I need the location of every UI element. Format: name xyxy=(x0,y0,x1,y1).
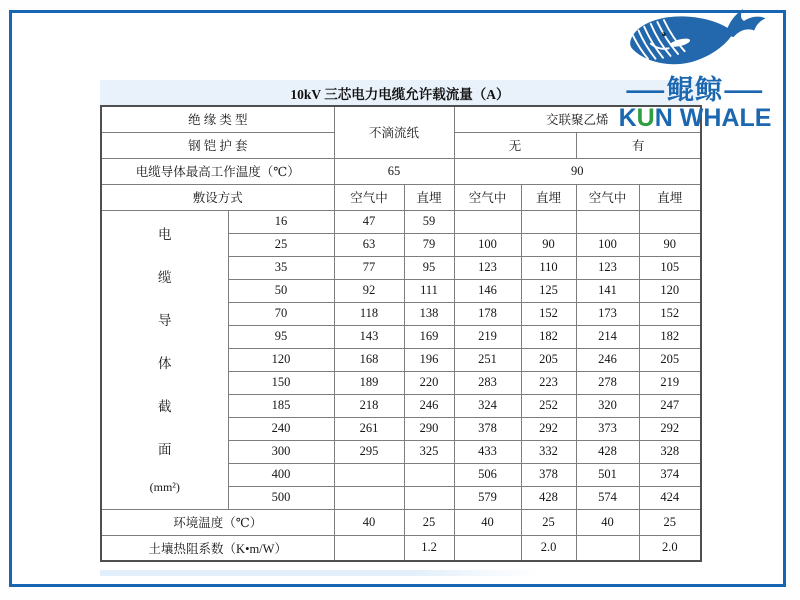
table-body xyxy=(101,210,701,509)
table-bottom-accent xyxy=(100,570,540,576)
value-cell: 79 xyxy=(404,233,454,256)
size-cell: 25 xyxy=(228,233,334,256)
value-cell: 214 xyxy=(576,325,639,348)
value-cell: 378 xyxy=(454,417,521,440)
logo-right-dash: — xyxy=(724,75,764,105)
logo-left-dash: — xyxy=(626,75,666,105)
value-cell: 25 xyxy=(521,509,576,535)
value-cell: 146 xyxy=(454,279,521,302)
armor-with-cell: 有 xyxy=(576,132,701,158)
value-cell: 123 xyxy=(454,256,521,279)
value-cell: 143 xyxy=(334,325,404,348)
size-cell: 400 xyxy=(228,463,334,486)
laying-col-header: 直埋 xyxy=(639,184,701,210)
value-cell: 205 xyxy=(521,348,576,371)
value-cell: 252 xyxy=(521,394,576,417)
value-cell: 125 xyxy=(521,279,576,302)
category-char: 面 xyxy=(158,441,172,457)
value-cell: 182 xyxy=(639,325,701,348)
value-cell xyxy=(576,210,639,233)
value-cell: 219 xyxy=(454,325,521,348)
value-cell: 168 xyxy=(334,348,404,371)
value-cell: 152 xyxy=(639,302,701,325)
soil-thermal-row xyxy=(101,535,701,561)
value-cell: 2.0 xyxy=(521,535,576,561)
value-cell: 182 xyxy=(521,325,576,348)
value-cell: 218 xyxy=(334,394,404,417)
size-cell: 185 xyxy=(228,394,334,417)
laying-col-header: 直埋 xyxy=(404,184,454,210)
size-cell: 300 xyxy=(228,440,334,463)
size-cell: 120 xyxy=(228,348,334,371)
value-cell xyxy=(334,535,404,561)
value-cell: 261 xyxy=(334,417,404,440)
value-cell: 178 xyxy=(454,302,521,325)
size-cell: 70 xyxy=(228,302,334,325)
value-cell: 292 xyxy=(521,417,576,440)
value-cell: 40 xyxy=(334,509,404,535)
value-cell xyxy=(454,535,521,561)
laying-col-header: 直埋 xyxy=(521,184,576,210)
category-char: 截 xyxy=(158,398,172,414)
value-cell: 110 xyxy=(521,256,576,279)
value-cell: 295 xyxy=(334,440,404,463)
logo-en-rest: N WHALE xyxy=(654,104,772,132)
size-cell: 35 xyxy=(228,256,334,279)
value-cell xyxy=(404,486,454,509)
category-char: 体 xyxy=(158,355,172,371)
conductor-section-category xyxy=(101,210,228,509)
value-cell: 278 xyxy=(576,371,639,394)
value-cell xyxy=(454,210,521,233)
value-cell: 123 xyxy=(576,256,639,279)
value-cell: 424 xyxy=(639,486,701,509)
value-cell: 220 xyxy=(404,371,454,394)
xlpe-insulation-cell: 交联聚乙烯 xyxy=(454,106,701,132)
value-cell: 251 xyxy=(454,348,521,371)
value-cell: 219 xyxy=(639,371,701,394)
table-row xyxy=(101,210,701,233)
table-foot xyxy=(101,509,701,561)
category-char: 导 xyxy=(158,313,172,329)
value-cell: 100 xyxy=(454,233,521,256)
whale-icon xyxy=(615,6,775,70)
value-cell: 1.2 xyxy=(404,535,454,561)
armor-without-cell: 无 xyxy=(454,132,576,158)
kun-whale-logo xyxy=(597,6,793,131)
size-cell: 500 xyxy=(228,486,334,509)
value-cell: 247 xyxy=(639,394,701,417)
value-cell: 196 xyxy=(404,348,454,371)
size-cell: 50 xyxy=(228,279,334,302)
value-cell: 90 xyxy=(639,233,701,256)
category-char: 电 xyxy=(158,227,172,243)
value-cell: 189 xyxy=(334,371,404,394)
value-cell: 428 xyxy=(576,440,639,463)
steel-armor-label: 钢 铠 护 套 xyxy=(101,132,334,158)
value-cell: 324 xyxy=(454,394,521,417)
value-cell: 118 xyxy=(334,302,404,325)
laying-col-header: 空气中 xyxy=(334,184,404,210)
value-cell: 579 xyxy=(454,486,521,509)
size-cell: 150 xyxy=(228,371,334,394)
value-cell: 205 xyxy=(639,348,701,371)
value-cell: 374 xyxy=(639,463,701,486)
laying-method-label: 敷设方式 xyxy=(101,184,334,210)
value-cell: 25 xyxy=(639,509,701,535)
size-cell: 240 xyxy=(228,417,334,440)
value-cell: 292 xyxy=(639,417,701,440)
value-cell: 433 xyxy=(454,440,521,463)
value-cell: 111 xyxy=(404,279,454,302)
value-cell xyxy=(521,210,576,233)
value-cell: 378 xyxy=(521,463,576,486)
logo-en-u: U xyxy=(636,104,655,132)
value-cell: 138 xyxy=(404,302,454,325)
logo-en-k: K xyxy=(618,104,637,132)
value-cell: 40 xyxy=(576,509,639,535)
laying-col-header: 空气中 xyxy=(454,184,521,210)
paper-insulation-cell: 不滴流纸 xyxy=(334,106,454,158)
soil-thermal-label: 土壤热阻系数（K•m/W） xyxy=(101,535,334,561)
value-cell: 173 xyxy=(576,302,639,325)
logo-english-name xyxy=(597,105,793,131)
temp-65-cell: 65 xyxy=(334,158,454,184)
table-title: 10kV 三芯电力电缆允许载流量（A） xyxy=(100,80,700,105)
logo-cn-text: 鲲鲸 xyxy=(667,75,723,105)
temp-90-cell: 90 xyxy=(454,158,701,184)
value-cell: 501 xyxy=(576,463,639,486)
header-row-laying xyxy=(101,184,701,210)
size-cell: 95 xyxy=(228,325,334,348)
value-cell: 320 xyxy=(576,394,639,417)
value-cell xyxy=(639,210,701,233)
value-cell: 283 xyxy=(454,371,521,394)
value-cell: 290 xyxy=(404,417,454,440)
value-cell: 169 xyxy=(404,325,454,348)
value-cell: 223 xyxy=(521,371,576,394)
value-cell: 105 xyxy=(639,256,701,279)
value-cell: 90 xyxy=(521,233,576,256)
value-cell: 574 xyxy=(576,486,639,509)
current-capacity-table xyxy=(100,105,702,562)
value-cell xyxy=(334,486,404,509)
ambient-temp-label: 环境温度（℃） xyxy=(101,509,334,535)
size-cell: 16 xyxy=(228,210,334,233)
value-cell: 92 xyxy=(334,279,404,302)
insulation-type-label: 绝 缘 类 型 xyxy=(101,106,334,132)
value-cell: 63 xyxy=(334,233,404,256)
value-cell: 77 xyxy=(334,256,404,279)
header-row-temperature xyxy=(101,158,701,184)
value-cell: 141 xyxy=(576,279,639,302)
value-cell: 373 xyxy=(576,417,639,440)
value-cell: 120 xyxy=(639,279,701,302)
value-cell xyxy=(576,535,639,561)
value-cell: 40 xyxy=(454,509,521,535)
value-cell: 59 xyxy=(404,210,454,233)
ambient-temp-row xyxy=(101,509,701,535)
value-cell: 95 xyxy=(404,256,454,279)
laying-col-header: 空气中 xyxy=(576,184,639,210)
value-cell xyxy=(404,463,454,486)
value-cell: 100 xyxy=(576,233,639,256)
value-cell: 152 xyxy=(521,302,576,325)
value-cell: 47 xyxy=(334,210,404,233)
category-char: 缆 xyxy=(158,270,172,286)
max-temp-label: 电缆导体最高工作温度（℃） xyxy=(101,158,334,184)
value-cell: 328 xyxy=(639,440,701,463)
value-cell: 506 xyxy=(454,463,521,486)
value-cell: 332 xyxy=(521,440,576,463)
logo-chinese-name xyxy=(597,77,793,104)
value-cell xyxy=(334,463,404,486)
value-cell: 325 xyxy=(404,440,454,463)
value-cell: 246 xyxy=(404,394,454,417)
value-cell: 25 xyxy=(404,509,454,535)
value-cell: 428 xyxy=(521,486,576,509)
category-unit: (mm²) xyxy=(149,480,180,495)
value-cell: 246 xyxy=(576,348,639,371)
value-cell: 2.0 xyxy=(639,535,701,561)
